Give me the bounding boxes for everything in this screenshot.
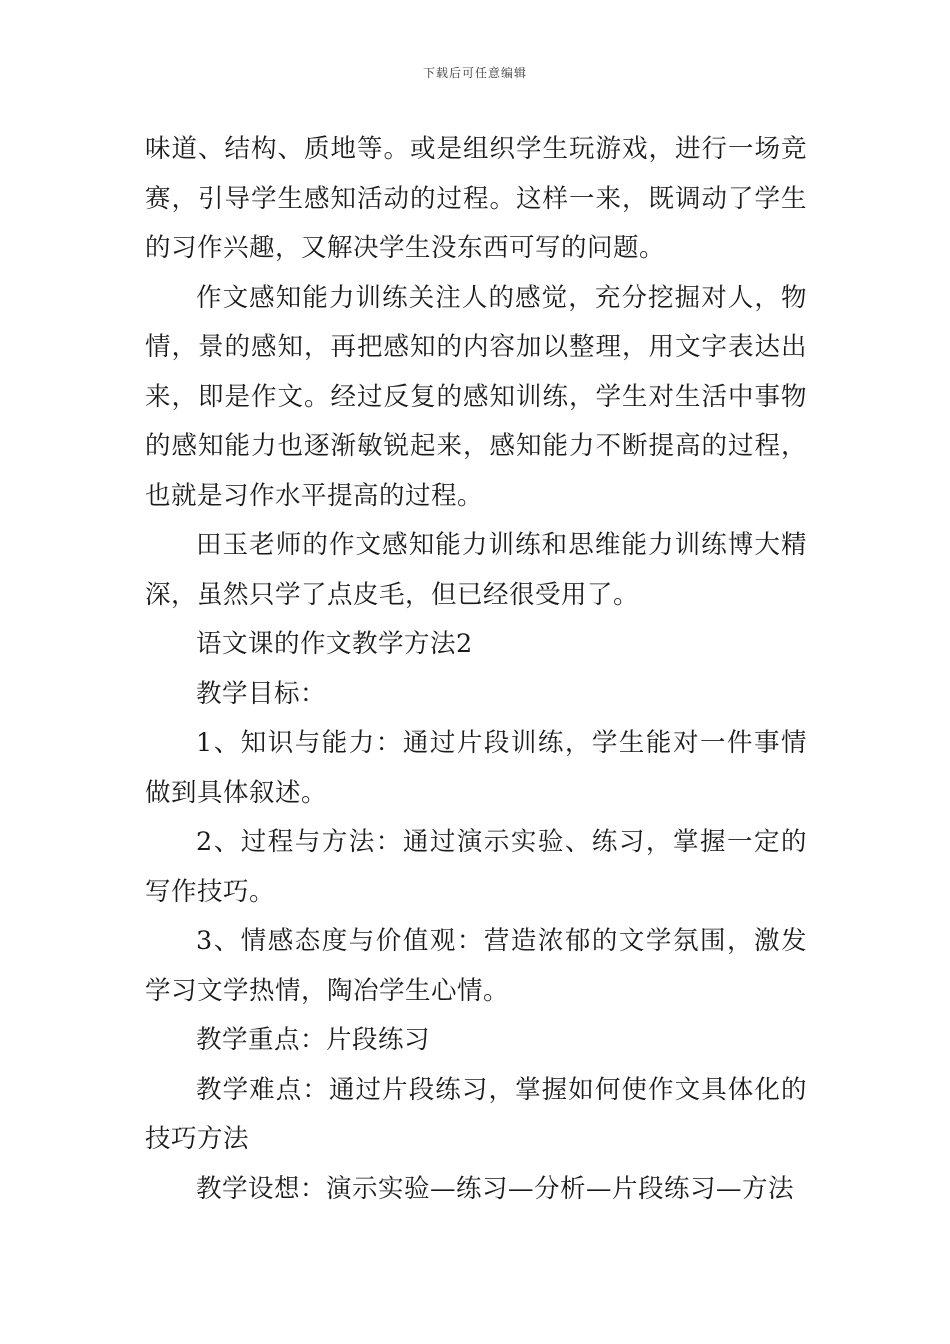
- teaching-focus: 教学重点：片段练习: [196, 1025, 431, 1055]
- goal-1: 1、知识与能力：通过片段训练，学生能对一件事情做到具体叙述。: [145, 728, 807, 808]
- teaching-difficulty: 教学难点：通过片段练习，掌握如何使作文具体化的技巧方法: [145, 1074, 807, 1154]
- paragraph-3: 田玉老师的作文感知能力训练和思维能力训练博大精深，虽然只学了点皮毛，但已经很受用了。: [145, 530, 807, 610]
- teaching-goals-heading: 教学目标：: [196, 678, 327, 709]
- section-title: 语文课的作文教学方法2: [196, 629, 473, 659]
- paragraph-2: 作文感知能力训练关注人的感觉，充分挖掘对人，物情，景的感知，再把感知的内容加以整理，用文字表达出来，即是作文。经过反复的感知训练，学生对生活中事物的感知能力也逐渐敏锐起来，感知能力不断提高的过程，也就是习作水平提高的过程。: [145, 282, 807, 511]
- paragraph-1: 味道、结构、质地等。或是组织学生玩游戏，进行一场竞赛，引导学生感知活动的过程。这样一来，既调动了学生的习作兴趣，又解决学生没东西可写的问题。: [145, 134, 807, 263]
- document-body: [145, 125, 807, 1214]
- teaching-plan: 教学设想：演示实验—练习—分析—片段练习—方法: [196, 1173, 795, 1204]
- goal-2: 2、过程与方法：通过演示实验、练习，掌握一定的写作技巧。: [145, 827, 807, 907]
- goal-3: 3、情感态度与价值观：营造浓郁的文学氛围，激发学习文学热情，陶冶学生心情。: [145, 926, 807, 1006]
- page-header: 下载后可任意编辑: [422, 66, 527, 80]
